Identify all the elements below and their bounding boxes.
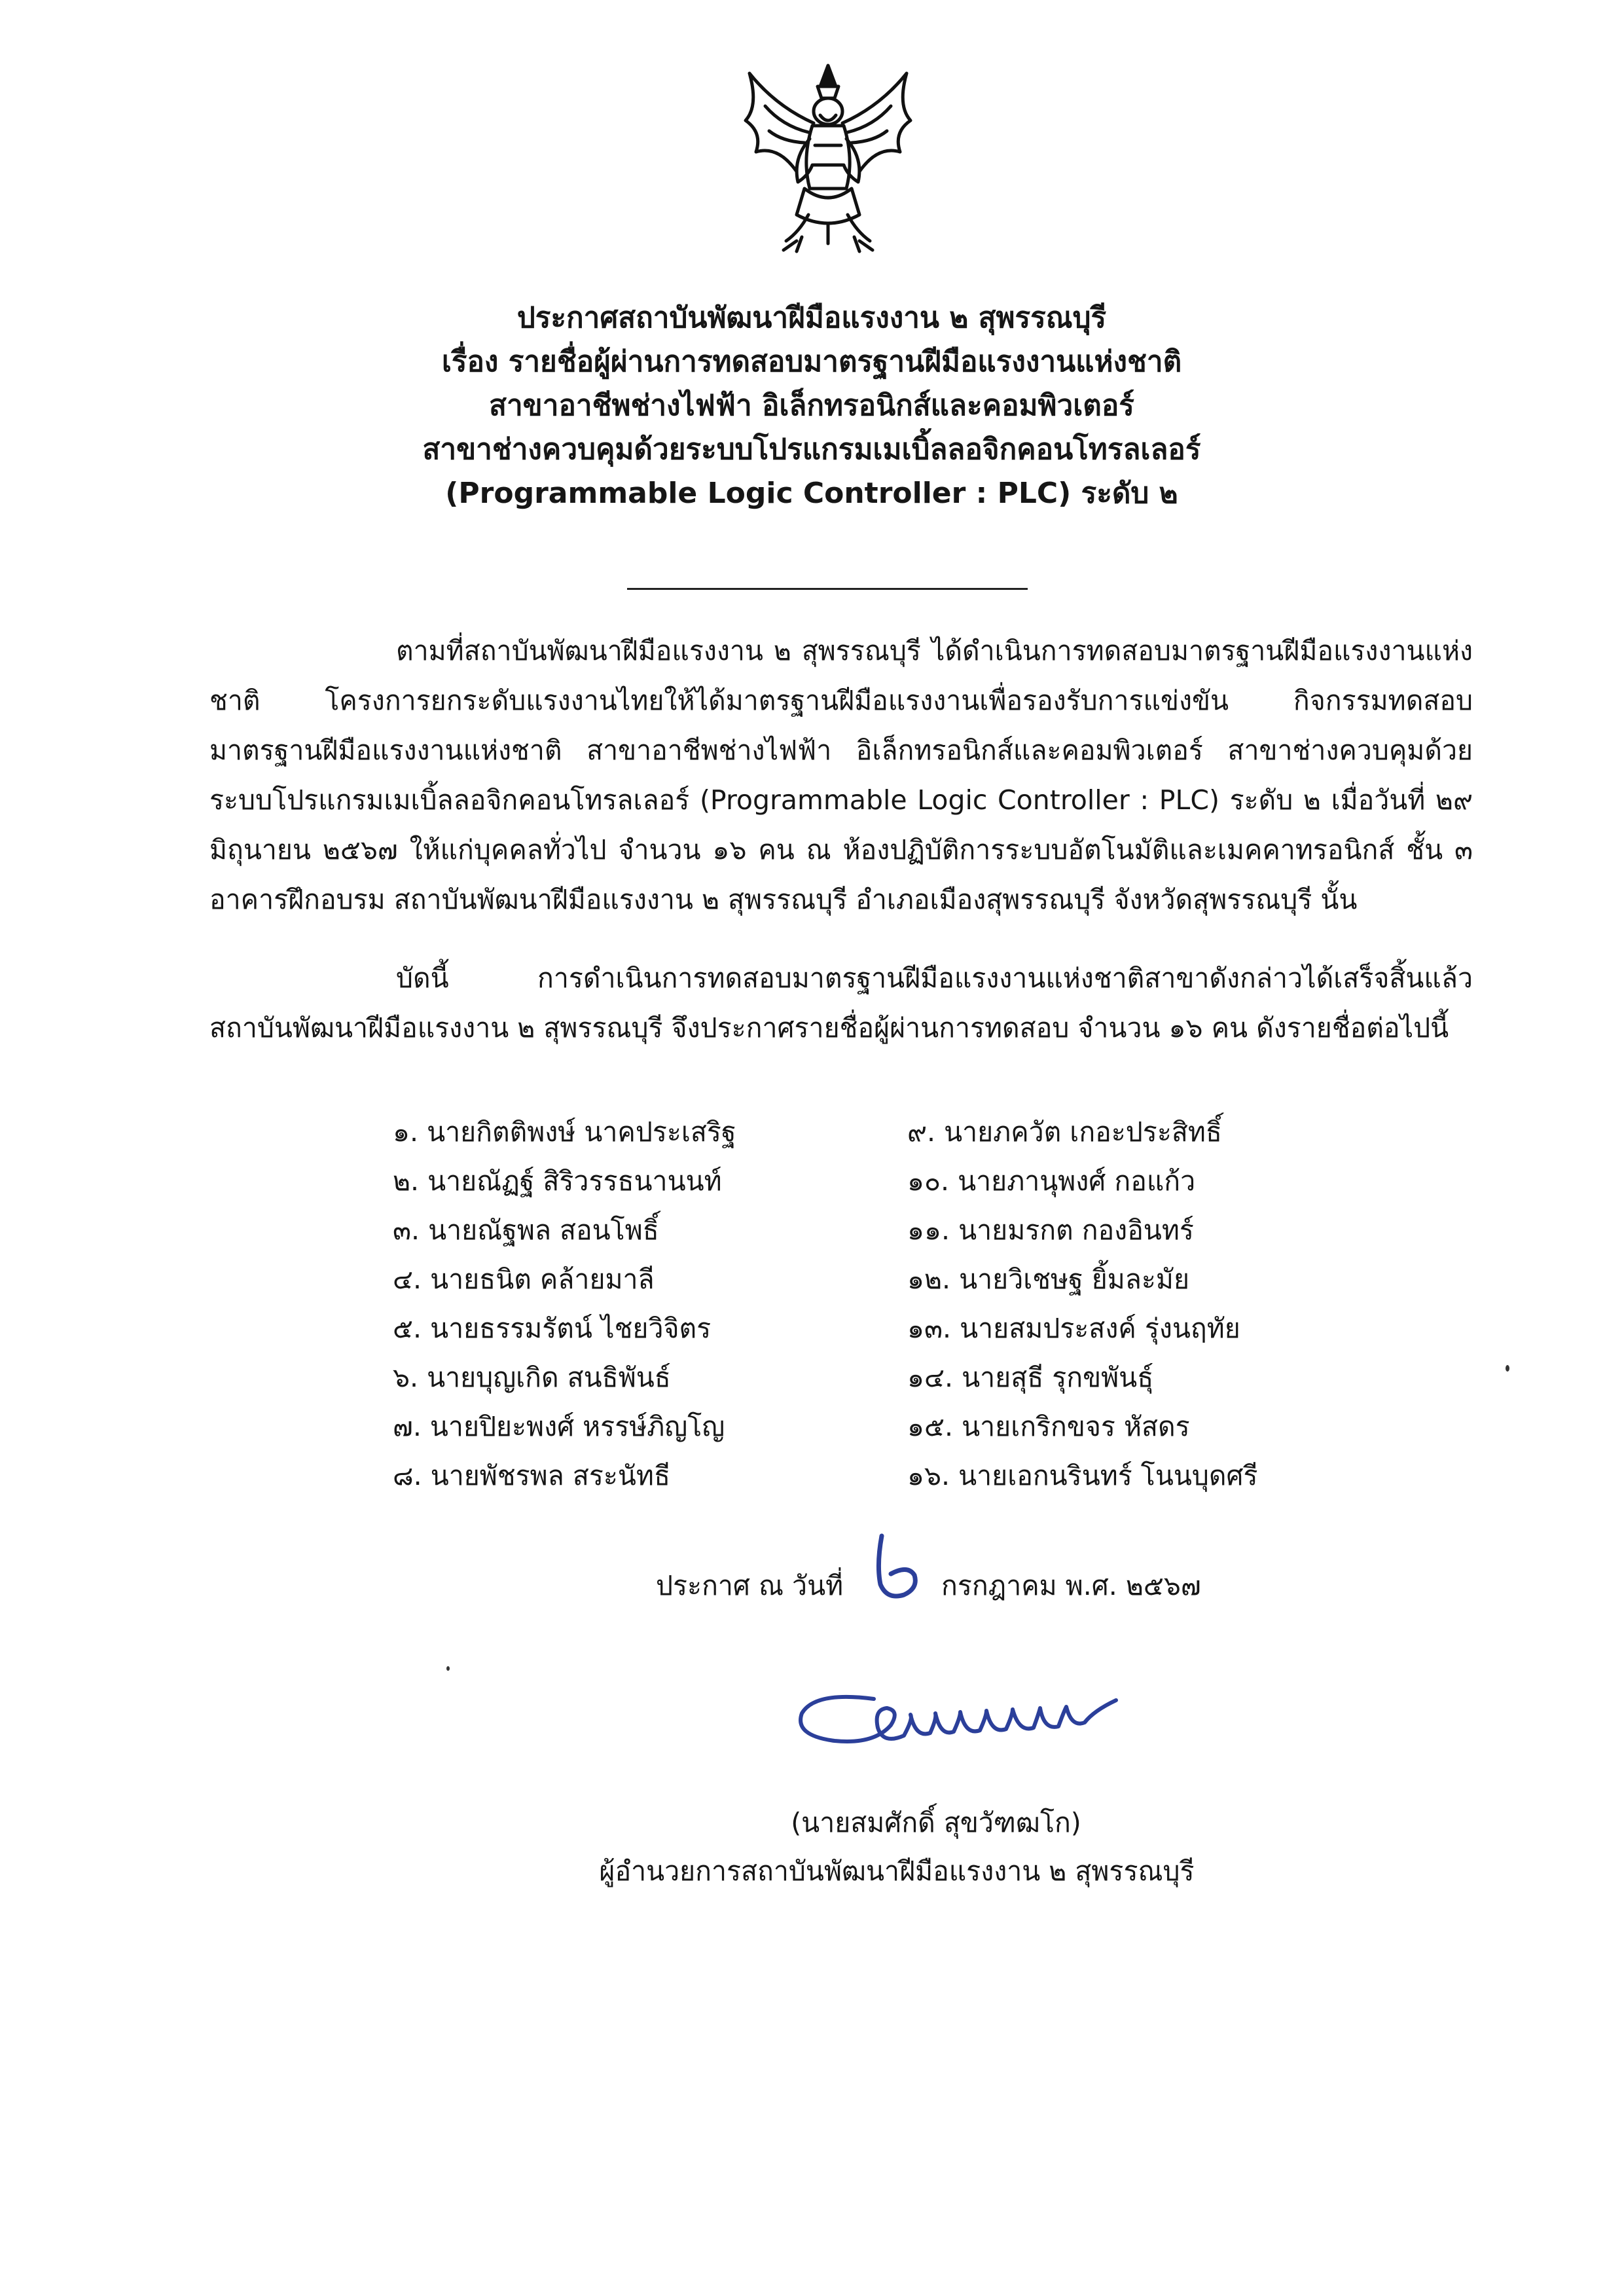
signer-title: ผู้อำนวยการสถาบันพัฒนาฝีมือแรงงาน ๒ สุพรรณบุรี [599, 1855, 1195, 1887]
signer-name: (นายสมศักดิ์ สุขวัฑฒโก) [791, 1807, 1081, 1838]
list-item: ๑๔. นายสุธี รุกขพันธุ์ [907, 1362, 1154, 1393]
body-paragraph-1: ตามที่สถาบันพัฒนาฝีมือแรงงาน ๒ สุพรรณบุรี ได้ดำเนินการทดสอบมาตรฐานฝีมือแรงงานแห่งชาติ โครงการยกระดับแรงงานไทยให้ได้มาตรฐานฝีมือแรงงานเพื่อรองรับการแข่งขัน กิจกรรมทดสอบมาตรฐานฝีมือแรงงานแห่งชาติ สาขาอาชีพช่างไฟฟ้า อิเล็กทรอนิกส์และคอมพิวเตอร์ สาขาช่างควบคุมด้วยระบบโปรแกรมเมเบิ้ลลอจิกคอนโทรลเลอร์ (Programmable Logic Controller : PLC) ระดับ ๒ เมื่อวันที่ ๒๙ มิถุนายน ๒๕๖๗ ให้แก่บุคคลทั่วไป จำนวน ๑๖ คน ณ ห้องปฏิบัติการระบบอัตโนมัติและเมคคาทรอนิกส์ ชั้น ๓ อาคารฝึกอบรม สถาบันพัฒนาฝีมือแรงงาน ๒ สุพรรณบุรี อำเภอเมืองสุพรรณบุรี จังหวัดสุพรรณบุรี นั้น [209, 635, 1473, 915]
garuda-emblem-icon [736, 60, 920, 257]
list-item: ๕. นายธรรมรัตน์ ไชยวิจิตร [393, 1313, 712, 1344]
body-paragraph-2: บัดนี้ การดำเนินการทดสอบมาตรฐานฝีมือแรงงานแห่งชาติสาขาดังกล่าวได้เสร็จสิ้นแล้ว สถาบันพัฒนาฝีมือแรงงาน ๒ สุพรรณบุรี จึงประกาศรายชื่อผู้ผ่านการทดสอบ จำนวน ๑๖ คน ดังรายชื่อต่อไปนี้ [209, 962, 1473, 1044]
heading-line-4: สาขาช่างควบคุมด้วยระบบโปรแกรมเมเบิ้ลลอจิกคอนโทรลเลอร์ [422, 433, 1201, 466]
list-item: ๑๐. นายภานุพงศ์ กอแก้ว [907, 1165, 1196, 1197]
list-item: ๔. นายธนิต คล้ายมาลี [393, 1264, 655, 1295]
heading-line-2: เรื่อง รายชื่อผู้ผ่านการทดสอบมาตรฐานฝีมือแรงงานแห่งชาติ [441, 345, 1182, 378]
list-item: ๑๕. นายเกริกขจร หัสดร [907, 1411, 1190, 1442]
heading-line-5: (Programmable Logic Controller : PLC) ระดับ ๒ [445, 477, 1178, 510]
date-suffix: กรกฎาคม พ.ศ. ๒๕๖๗ [941, 1570, 1201, 1601]
list-item: ๑๑. นายมรกต กองอินทร์ [907, 1214, 1194, 1246]
list-item: ๗. นายปิยะพงศ์ หรรษ์ภิญโญ [393, 1411, 725, 1442]
list-item: ๒. นายณัฏฐ์ สิริวรรธนานนท์ [393, 1165, 722, 1197]
heading-divider [627, 588, 1028, 590]
scan-speck [446, 1666, 450, 1671]
list-item: ๑๖. นายเอกนรินทร์ โนนบุดศรี [907, 1460, 1258, 1491]
date-prefix: ประกาศ ณ วันที่ [656, 1570, 844, 1601]
list-item: ๓. นายณัฐพล สอนโพธิ์ [393, 1214, 659, 1246]
heading-line-1: ประกาศสถาบันพัฒนาฝีมือแรงงาน ๒ สุพรรณบุรี [516, 301, 1107, 335]
list-item: ๖. นายบุญเกิด สนธิพันธ์ [393, 1362, 671, 1393]
list-item: ๑๓. นายสมประสงค์ รุ่งนฤทัย [907, 1313, 1240, 1344]
heading-line-3: สาขาอาชีพช่างไฟฟ้า อิเล็กทรอนิกส์และคอมพิวเตอร์ [489, 389, 1134, 422]
list-item: ๙. นายภควัต เกอะประสิทธิ์ [907, 1116, 1222, 1148]
names-column-right [907, 1108, 1258, 1501]
names-column-left [393, 1108, 736, 1501]
announcement-heading [196, 296, 1427, 515]
list-item: ๘. นายพัชรพล สระนัทธี [393, 1460, 670, 1491]
handwritten-signature [776, 1673, 1142, 1771]
list-item: ๑. นายกิตติพงษ์ นาคประเสริฐ [393, 1116, 736, 1148]
list-item: ๑๒. นายวิเชษฐ ยิ้มละมัย [907, 1264, 1189, 1295]
handwritten-day-numeral [867, 1532, 926, 1604]
scan-speck [1506, 1365, 1509, 1372]
